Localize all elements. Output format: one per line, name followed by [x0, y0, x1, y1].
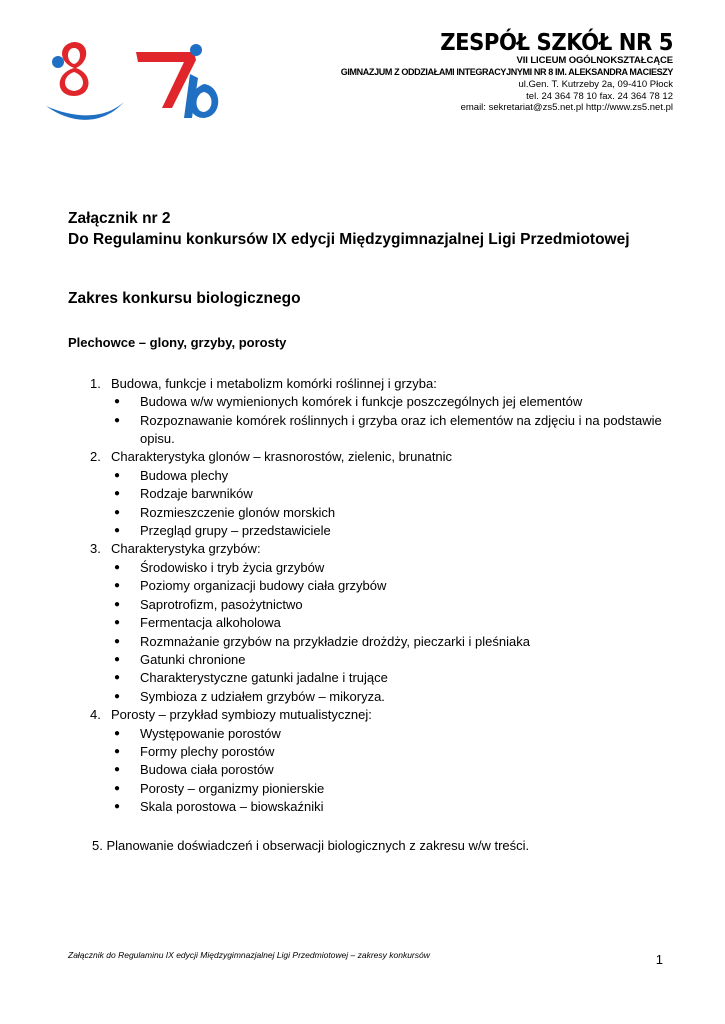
list-item: ● Przegląd grupy – przedstawiciele — [111, 522, 668, 540]
bullet-icon: ● — [114, 690, 121, 702]
bullet-icon: ● — [114, 727, 121, 739]
bullet-icon: ● — [114, 617, 121, 629]
bullet-icon: ● — [114, 672, 121, 684]
topic-number: 1. — [90, 375, 101, 391]
list-item: ● Porosty – organizmy pionierskie — [111, 780, 668, 798]
topic-item — [68, 448, 668, 540]
list-item: ● Fermentacja alkoholowa — [111, 614, 668, 632]
bullet-icon: ● — [114, 801, 121, 813]
list-item: ● Formy plechy porostów — [111, 743, 668, 761]
school-line2: GIMNAZJUM Z ODDZIAŁAMI INTEGRACYJNYMI NR 8 IM. ALEKSANDRA MACIESZY — [340, 67, 673, 78]
topic-title: Porosty – przykład symbiozy mutualistycznej: — [111, 707, 372, 723]
list-item: ● Gatunki chronione — [111, 651, 668, 669]
school-header — [293, 31, 673, 114]
bullet-icon: ● — [114, 782, 121, 794]
bullet-icon: ● — [114, 580, 121, 592]
list-item: ● Saprotrofizm, pasożytnictwo — [111, 596, 668, 614]
list-item: ● Rozmieszczenie glonów morskich — [111, 504, 668, 522]
logo-head-left — [52, 56, 64, 68]
list-item: ● Występowanie porostów — [111, 725, 668, 743]
school-address: ul.Gen. T. Kutrzeby 2a, 09-410 Płock — [518, 79, 673, 90]
topic-number: 3. — [90, 541, 101, 557]
bullet-icon: ● — [114, 598, 121, 610]
topic-item — [68, 706, 668, 816]
topic-item — [68, 375, 668, 449]
doc-title: Załącznik nr 2 — [68, 210, 171, 227]
list-item: ● Poziomy organizacji budowy ciała grzybów — [111, 577, 668, 595]
list-item: ● Rodzaje barwników — [111, 485, 668, 503]
bullet-icon: ● — [114, 469, 121, 481]
topic-title: Charakterystyka grzybów: — [111, 541, 261, 557]
topic-points — [111, 467, 668, 541]
topic-points — [111, 393, 668, 448]
topic-item — [68, 540, 668, 706]
list-item: ● Rozmnażanie grzybów na przykładzie drożdży, pieczarki i pleśniaka — [111, 633, 668, 651]
final-topic: 5. Planowanie doświadczeń i obserwacji biologicznych z zakresu w/w treści. — [92, 837, 530, 853]
school-line1: VII LICEUM OGÓLNOKSZTAŁCĄCE — [516, 55, 673, 66]
topic-points — [111, 725, 668, 817]
list-item: ● Budowa ciała porostów — [111, 761, 668, 779]
bullet-icon: ● — [114, 764, 121, 776]
bullet-icon: ● — [114, 653, 121, 665]
subsection-heading: Plechowce – glony, grzyby, porosty — [68, 335, 287, 351]
bullet-icon: ● — [114, 561, 121, 573]
topic-points — [111, 559, 668, 706]
bullet-icon: ● — [114, 488, 121, 500]
list-item: ● Budowa plechy — [111, 467, 668, 485]
topic-number: 4. — [90, 707, 101, 723]
school-contact: email: sekretariat@zs5.net.pl http://www.zs5.net.pl — [460, 102, 673, 113]
list-item: ● Skala porostowa – biowskaźniki — [111, 798, 668, 816]
bullet-icon: ● — [114, 414, 121, 426]
logo-wave — [46, 102, 124, 120]
topic-list — [68, 375, 668, 817]
document-body — [68, 208, 668, 855]
page-number: 1 — [655, 952, 663, 967]
school-logo — [44, 34, 234, 134]
list-item: ● Symbioza z udziałem grzybów – mikoryza. — [111, 688, 668, 706]
page-footer: Załącznik do Regulaminu IX edycji Międzygimnazjalnej Ligi Przedmiotowej – zakresy konkursów — [68, 950, 430, 960]
doc-subtitle: Do Regulaminu konkursów IX edycji Międzygimnazjalnej Ligi Przedmiotowej — [68, 231, 630, 248]
list-item: ● Budowa w/w wymienionych komórek i funkcje poszczególnych jej elementów — [111, 393, 668, 411]
list-item: ● Charakterystyczne gatunki jadalne i trujące — [111, 669, 668, 687]
bullet-icon: ● — [114, 635, 121, 647]
school-name: ZESPÓŁ SZKÓŁ NR 5 — [440, 30, 673, 56]
school-phone: tel. 24 364 78 10 fax. 24 364 78 12 — [526, 90, 673, 102]
logo-eight — [60, 42, 89, 96]
topic-title: Budowa, funkcje i metabolizm komórki roślinnej i grzyba: — [111, 375, 437, 391]
bullet-icon: ● — [114, 396, 121, 408]
topic-title: Charakterystyka glonów – krasnorostów, zielenic, brunatnic — [111, 449, 453, 465]
logo-head-right — [190, 44, 202, 56]
bullet-icon: ● — [114, 506, 121, 518]
list-item: ● Rozpoznawanie komórek roślinnych i grzyba oraz ich elementów na zdjęciu i na podstawie opisu. — [114, 412, 662, 447]
bullet-icon: ● — [114, 745, 121, 757]
section-heading: Zakres konkursu biologicznego — [68, 290, 301, 307]
bullet-icon: ● — [114, 525, 121, 537]
topic-number: 2. — [90, 449, 101, 465]
list-item: ● Środowisko i tryb życia grzybów — [111, 559, 668, 577]
